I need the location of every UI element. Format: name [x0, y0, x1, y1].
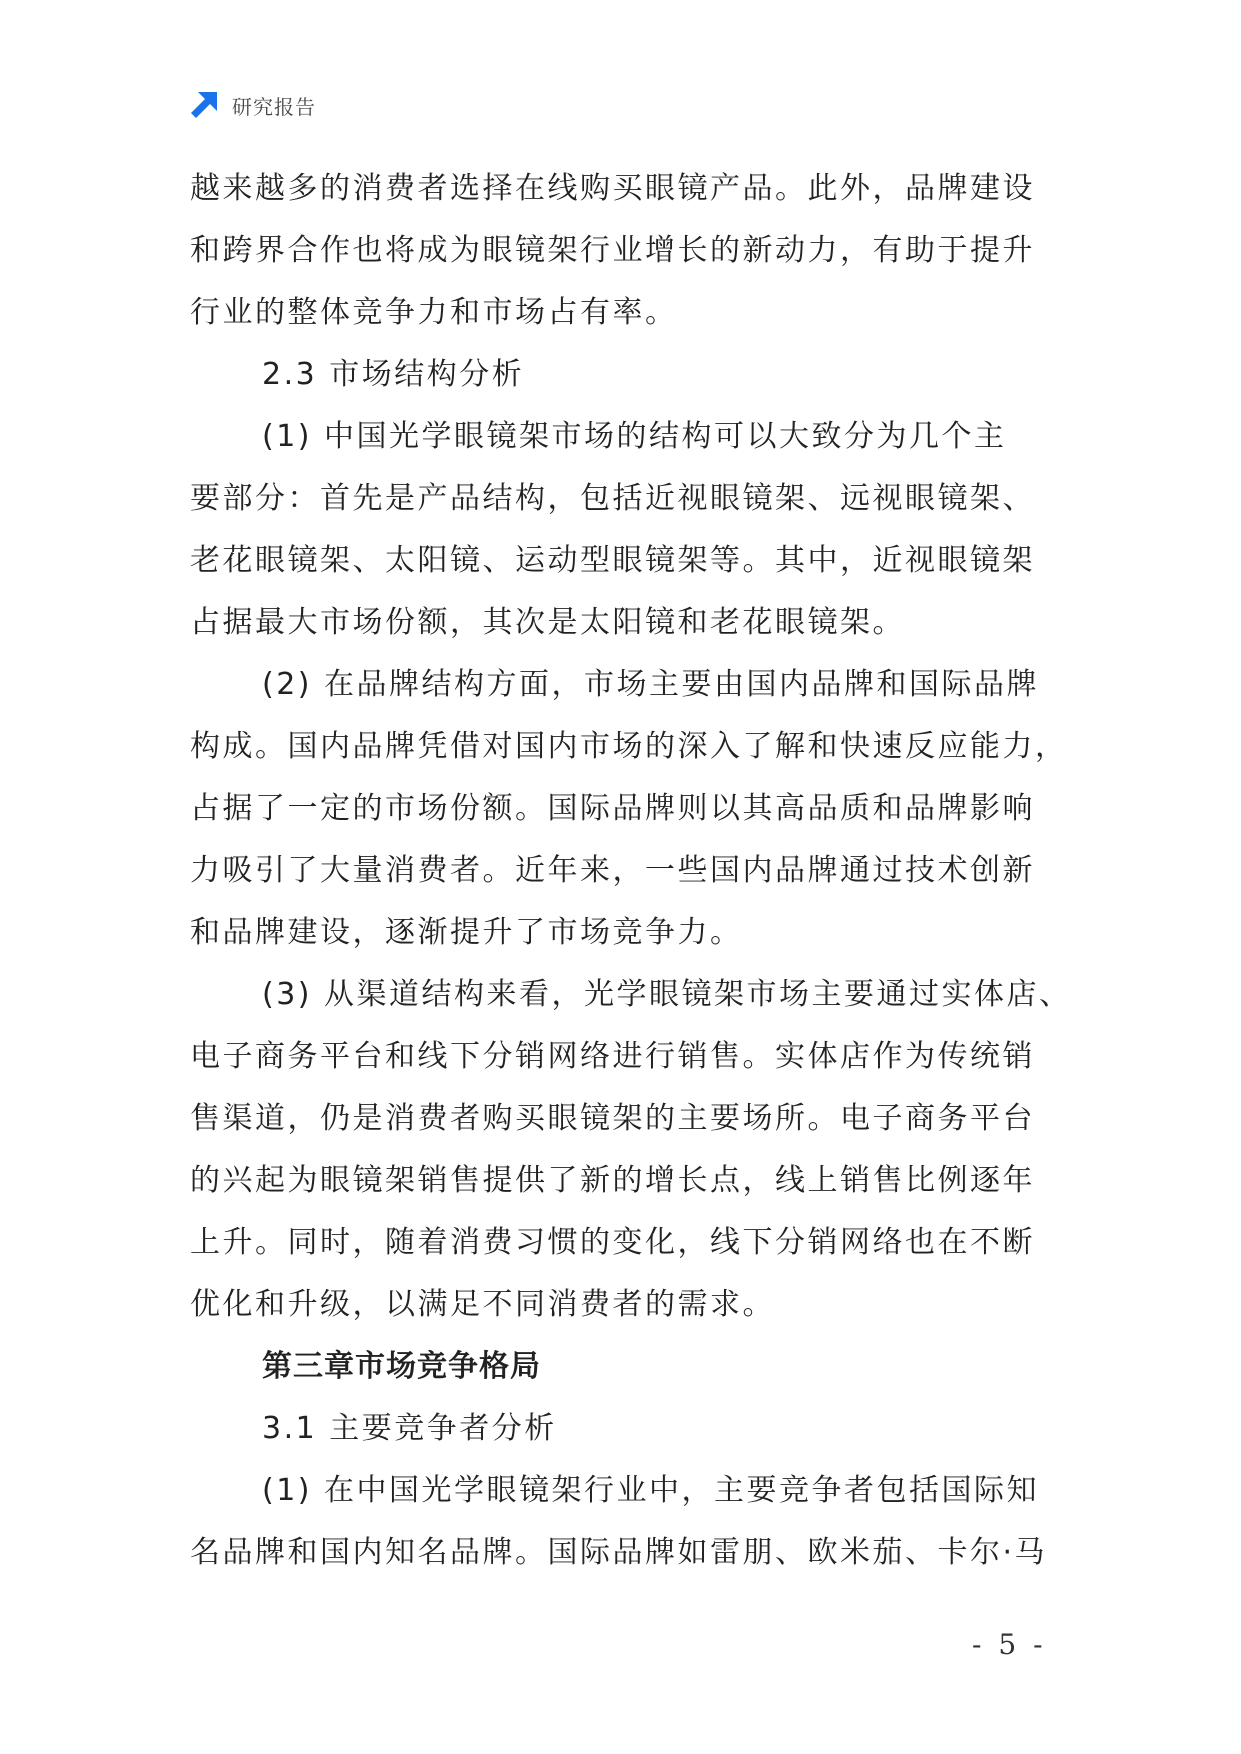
paragraph-line: 要部分：首先是产品结构，包括近视眼镜架、远视眼镜架、 [190, 481, 1035, 516]
header-title: 研究报告 [232, 94, 316, 119]
paragraph-line: 力吸引了大量消费者。近年来，一些国内品牌通过技术创新 [190, 853, 1035, 888]
paragraph-line: 老花眼镜架、太阳镜、运动型眼镜架等。其中，近视眼镜架 [190, 543, 1035, 578]
paragraph-line: 构成。国内品牌凭借对国内市场的深入了解和快速反应能力， [190, 729, 1068, 764]
paragraph-line: 上升。同时，随着消费习惯的变化，线下分销网络也在不断 [190, 1225, 1035, 1260]
paragraph-line: (1) 中国光学眼镜架市场的结构可以大致分为几个主 [262, 419, 1007, 454]
paragraph-line: 行业的整体竞争力和市场占有率。 [190, 295, 678, 330]
paragraph-line: (3) 从渠道结构来看，光学眼镜架市场主要通过实体店、 [262, 977, 1072, 1012]
document-body [190, 158, 1070, 1584]
paragraph-line: 名品牌和国内知名品牌。国际品牌如雷朋、欧米茄、卡尔·马 [190, 1535, 1048, 1570]
paragraph-line: (1) 在中国光学眼镜架行业中，主要竞争者包括国际知 [262, 1473, 1040, 1508]
paragraph-line: 占据最大市场份额，其次是太阳镜和老花眼镜架。 [190, 605, 905, 640]
paragraph-line: 越来越多的消费者选择在线购买眼镜产品。此外，品牌建设 [190, 171, 1035, 206]
paragraph-line: 电子商务平台和线下分销网络进行销售。实体店作为传统销 [190, 1039, 1035, 1074]
page-header [188, 88, 316, 122]
section-heading-3-1: 3.1 主要竞争者分析 [262, 1411, 557, 1446]
chapter-heading: 第三章市场竞争格局 [262, 1349, 541, 1384]
paragraph-line: 和品牌建设，逐渐提升了市场竞争力。 [190, 915, 743, 950]
paragraph-line: 优化和升级，以满足不同消费者的需求。 [190, 1287, 775, 1322]
page-number: - 5 - [972, 1628, 1047, 1661]
paragraph-line: 售渠道，仍是消费者购买眼镜架的主要场所。电子商务平台 [190, 1101, 1035, 1136]
paragraph-line: 和跨界合作也将成为眼镜架行业增长的新动力，有助于提升 [190, 233, 1035, 268]
arrow-up-right-icon [188, 89, 220, 121]
paragraph-line: 占据了一定的市场份额。国际品牌则以其高品质和品牌影响 [190, 791, 1035, 826]
paragraph-line: (2) 在品牌结构方面，市场主要由国内品牌和国际品牌 [262, 667, 1040, 702]
section-heading-2-3: 2.3 市场结构分析 [262, 357, 525, 392]
paragraph-line: 的兴起为眼镜架销售提供了新的增长点，线上销售比例逐年 [190, 1163, 1035, 1198]
